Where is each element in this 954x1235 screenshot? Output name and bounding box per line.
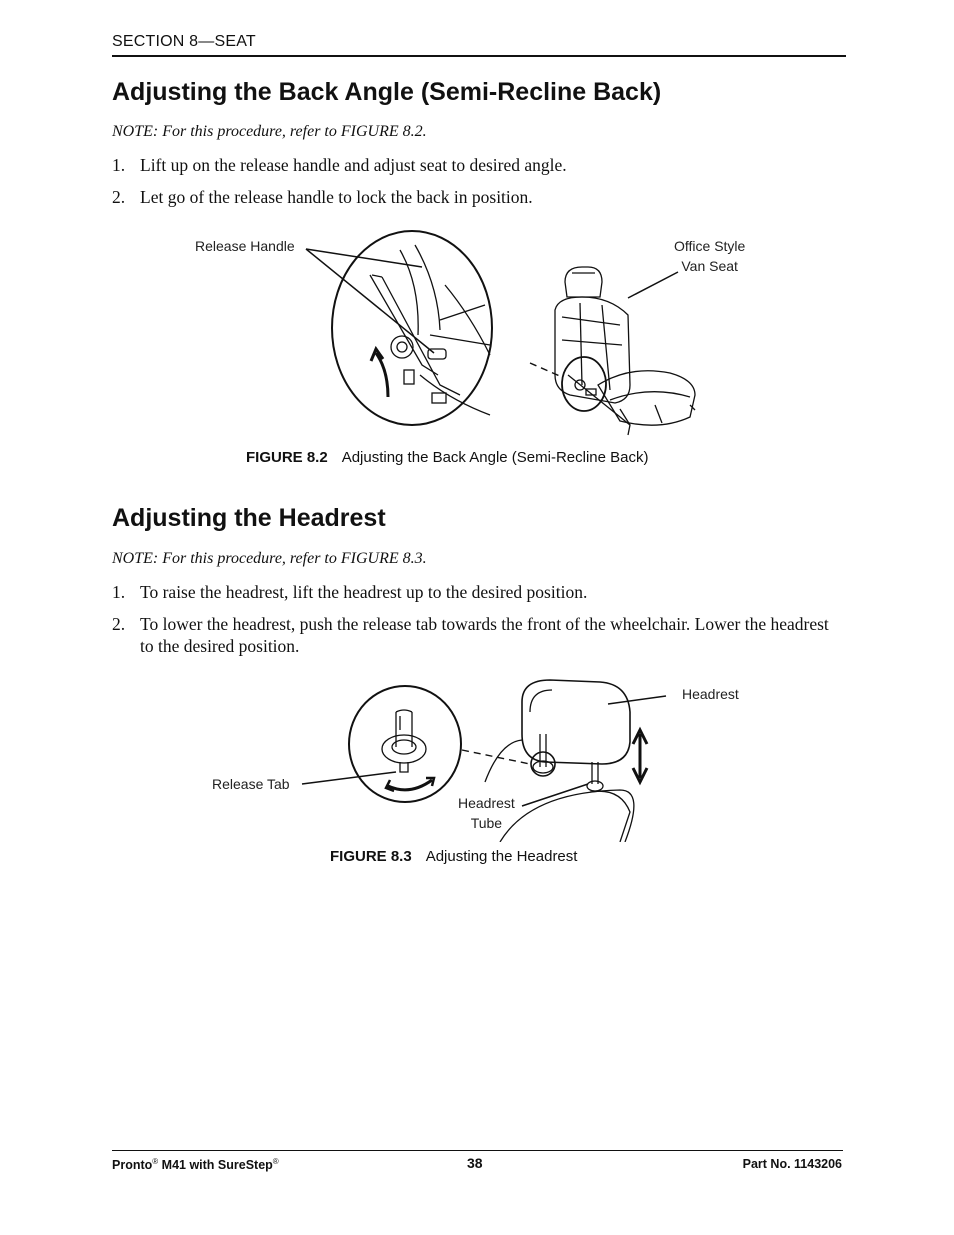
callout-release-handle: Release Handle <box>195 238 295 254</box>
figure-caption-text: Adjusting the Back Angle (Semi-Recline Back) <box>341 449 649 466</box>
callout-line: Van Seat <box>681 258 738 274</box>
step-number: 2. <box>112 187 126 207</box>
step-text: To raise the headrest, lift the headrest up to the desired position. <box>140 582 588 602</box>
step-text: To lower the headrest, push the release tab towards the front of the wheelchair. Lower the headrest to the desired position. <box>140 614 829 656</box>
step-number: 2. <box>112 614 126 634</box>
product-model: M41 with SureStep <box>158 1158 273 1173</box>
callout-line: Headrest <box>458 795 515 811</box>
note-back-angle: NOTE: For this procedure, refer to FIGURE 8.2. <box>112 123 427 140</box>
step-number: 1. <box>112 582 126 602</box>
note-headrest: NOTE: For this procedure, refer to FIGURE 8.3. <box>112 550 427 567</box>
figure-caption-8-2 <box>246 449 649 466</box>
registered-mark: ® <box>152 1157 159 1166</box>
footer-product <box>112 1157 279 1172</box>
magnifier-circle <box>349 686 461 802</box>
section-title-headrest: Adjusting the Headrest <box>112 504 386 532</box>
step-item <box>112 581 842 603</box>
figure-8-3 <box>200 672 760 842</box>
footer-rule <box>112 1150 843 1151</box>
callout-headrest-tube <box>458 793 515 833</box>
figure-caption-8-3 <box>330 848 577 865</box>
step-item <box>112 186 842 208</box>
magnifier-circle <box>332 231 492 425</box>
section-title-back-angle: Adjusting the Back Angle (Semi-Recline Back) <box>112 78 662 106</box>
page-number: 38 <box>467 1155 483 1171</box>
callout-headrest: Headrest <box>682 686 739 702</box>
figure-number: FIGURE 8.3 <box>330 848 412 865</box>
registered-mark: ® <box>272 1157 279 1166</box>
figure-number: FIGURE 8.2 <box>246 449 328 466</box>
section-header: SECTION 8—SEAT <box>112 33 256 50</box>
part-number: Part No. 1143206 <box>742 1157 842 1171</box>
callout-release-tab: Release Tab <box>212 776 290 792</box>
step-item <box>112 154 842 176</box>
figure-8-2 <box>190 225 770 440</box>
step-item <box>112 613 842 657</box>
figure-caption-text: Adjusting the Headrest <box>425 848 578 865</box>
callout-office-style-van-seat <box>674 236 745 276</box>
product-name: Pronto <box>112 1158 153 1173</box>
step-text: Let go of the release handle to lock the back in position. <box>140 187 533 207</box>
callout-line: Office Style <box>674 238 746 254</box>
header-rule <box>112 55 846 57</box>
callout-line: Tube <box>470 815 503 831</box>
step-text: Lift up on the release handle and adjust seat to desired angle. <box>140 155 567 175</box>
step-number: 1. <box>112 155 126 175</box>
